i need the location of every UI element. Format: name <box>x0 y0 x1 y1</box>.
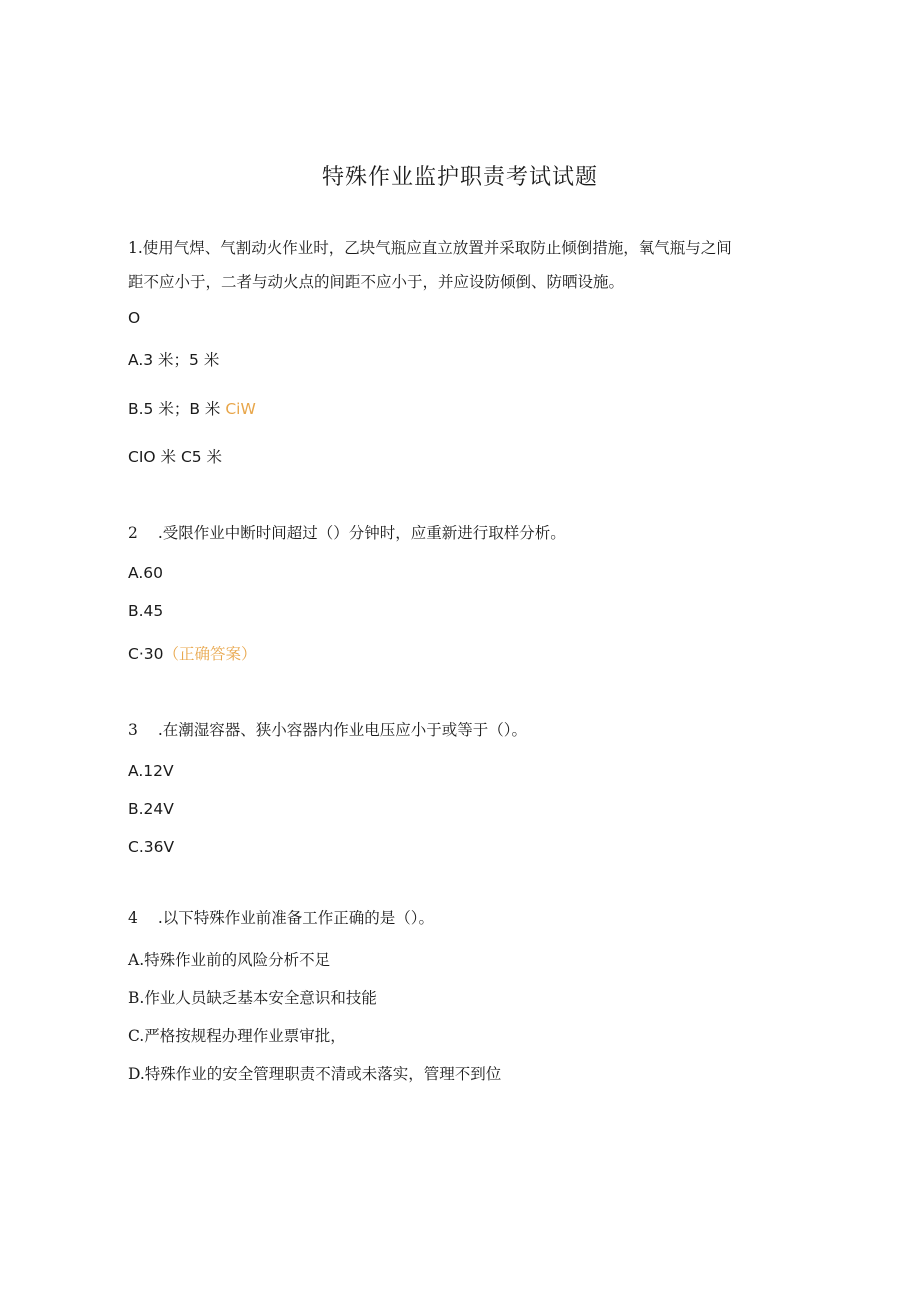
answer-mark: CiW <box>225 400 256 418</box>
option-text: CIO 米 C5 米 <box>128 448 223 466</box>
question-1-stem-line-2: 距不应小于，二者与动火点的间距不应小于，并应设防倾倒、防晒设施。 <box>128 273 625 291</box>
option-text: B.45 <box>128 602 164 620</box>
question-1-option-c <box>128 445 222 467</box>
question-4-stem <box>128 906 434 928</box>
question-2-option-a <box>128 564 163 582</box>
question-number: 2 <box>128 524 138 542</box>
option-text: C·30 <box>128 645 164 663</box>
question-text: .以下特殊作业前准备工作正确的是（）。 <box>157 909 435 927</box>
option-text: B.24V <box>128 800 174 818</box>
question-1-option-b <box>128 397 256 419</box>
option-text: A.12V <box>128 762 174 780</box>
question-3-stem <box>128 718 527 740</box>
question-2-option-c <box>128 642 257 664</box>
question-3-option-c <box>128 838 174 856</box>
question-3-option-b <box>128 800 174 818</box>
question-4-option-b <box>128 986 377 1008</box>
question-2-option-b <box>128 602 163 620</box>
option-text: C.严格按规程办理作业票审批， <box>128 1027 346 1045</box>
option-text: A.特殊作业前的风险分析不足 <box>128 951 331 969</box>
question-3-option-a <box>128 762 174 780</box>
option-text: B.5 米；B 米 <box>128 400 221 418</box>
question-4-option-d <box>128 1062 501 1084</box>
question-text: .受限作业中断时间超过（）分钟时，应重新进行取样分析。 <box>157 524 566 542</box>
question-4-option-a <box>128 948 330 970</box>
option-text: B.作业人员缺乏基本安全意识和技能 <box>128 989 377 1007</box>
question-text: .在潮湿容器、狭小容器内作业电压应小于或等于（）。 <box>157 721 528 739</box>
question-number: 3 <box>128 721 138 739</box>
option-text: A.60 <box>128 564 163 582</box>
question-4-option-c <box>128 1024 346 1046</box>
question-1-stem-line-3: O <box>128 309 141 327</box>
option-text: D.特殊作业的安全管理职责不清或未落实，管理不到位 <box>128 1065 502 1083</box>
option-text: C.36V <box>128 838 175 856</box>
question-number: 4 <box>128 909 138 927</box>
page-title: 特殊作业监护职责考试试题 <box>321 165 598 190</box>
question-2-stem <box>128 521 566 543</box>
question-1-option-a <box>128 348 219 370</box>
question-1-stem-line-1: 1.使用气焊、气割动火作业时，乙块气瓶应直立放置并采取防止倾倒措施，氧气瓶与之间 <box>128 239 732 257</box>
answer-mark: （正确答案） <box>163 645 257 663</box>
option-text: A.3 米；5 米 <box>128 351 220 369</box>
